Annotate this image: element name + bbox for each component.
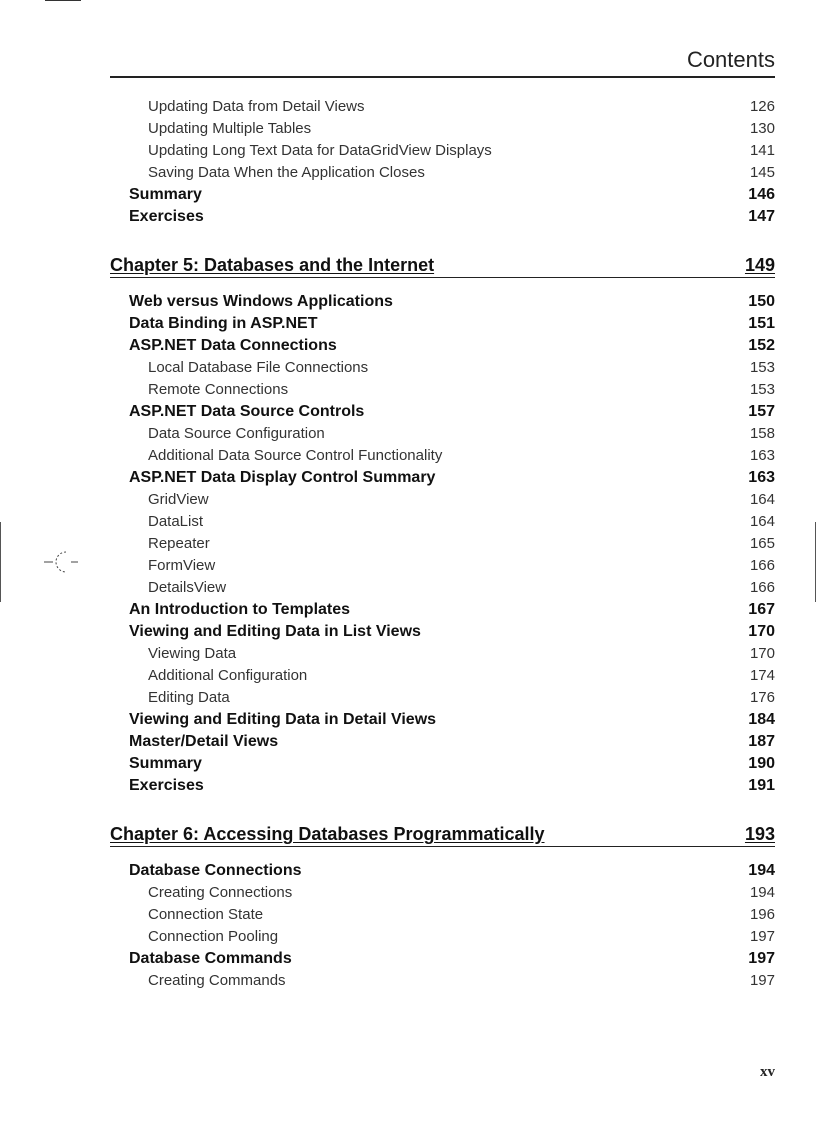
- toc-entry[interactable]: Saving Data When the Application Closes 145: [148, 164, 775, 181]
- toc-section[interactable]: Exercises 191: [129, 777, 775, 794]
- toc-section[interactable]: ASP.NET Data Connections 152: [129, 337, 775, 354]
- toc-entry[interactable]: Viewing Data 170: [148, 645, 775, 662]
- toc-entry[interactable]: Connection State 196: [148, 906, 775, 923]
- toc-section[interactable]: Web versus Windows Applications 150: [129, 293, 775, 310]
- margin-rule-left: [0, 522, 1, 602]
- crop-mark: [45, 0, 81, 1]
- toc-chapter-5[interactable]: Chapter 5: Databases and the Internet 149: [110, 253, 775, 278]
- toc-section[interactable]: Master/Detail Views 187: [129, 733, 775, 750]
- page-number: xv: [760, 1064, 775, 1080]
- toc-entry[interactable]: Data Source Configuration 158: [148, 425, 775, 442]
- registration-mark-icon: [44, 548, 84, 576]
- toc-entry[interactable]: Editing Data 176: [148, 689, 775, 706]
- toc-section[interactable]: ASP.NET Data Display Control Summary 163: [129, 469, 775, 486]
- toc-entry[interactable]: Additional Configuration 174: [148, 667, 775, 684]
- header-title: Contents: [686, 47, 775, 72]
- toc-entry[interactable]: Additional Data Source Control Functionality 163: [148, 447, 775, 464]
- toc-entry[interactable]: DataList 164: [148, 513, 775, 530]
- toc-section[interactable]: Database Commands 197: [129, 950, 775, 967]
- toc-entry[interactable]: Updating Multiple Tables 130: [148, 120, 775, 137]
- toc-entry[interactable]: Creating Connections 194: [148, 884, 775, 901]
- running-header: [110, 44, 775, 78]
- toc-entry[interactable]: Remote Connections 153: [148, 381, 775, 398]
- toc-section[interactable]: Summary 146: [129, 186, 775, 203]
- toc-entry[interactable]: Creating Commands 197: [148, 972, 775, 989]
- toc-entry[interactable]: FormView 166: [148, 557, 775, 574]
- toc-section[interactable]: ASP.NET Data Source Controls 157: [129, 403, 775, 420]
- toc-section[interactable]: Summary 190: [129, 755, 775, 772]
- toc-entry[interactable]: Updating Data from Detail Views 126: [148, 98, 775, 115]
- toc-chapter-6[interactable]: Chapter 6: Accessing Databases Programmatically 193: [110, 822, 775, 847]
- toc-entry[interactable]: Connection Pooling 197: [148, 928, 775, 945]
- toc-entry[interactable]: DetailsView 166: [148, 579, 775, 596]
- toc-section[interactable]: An Introduction to Templates 167: [129, 601, 775, 618]
- toc-entry[interactable]: Updating Long Text Data for DataGridView Displays 141: [148, 142, 775, 159]
- toc-entry[interactable]: Repeater 165: [148, 535, 775, 552]
- toc-section[interactable]: Exercises 147: [129, 208, 775, 225]
- toc-section[interactable]: Viewing and Editing Data in Detail Views 184: [129, 711, 775, 728]
- toc-entry[interactable]: Local Database File Connections 153: [148, 359, 775, 376]
- toc-entry[interactable]: GridView 164: [148, 491, 775, 508]
- toc-section[interactable]: Data Binding in ASP.NET 151: [129, 315, 775, 332]
- toc-section[interactable]: Viewing and Editing Data in List Views 170: [129, 623, 775, 640]
- table-of-contents: [110, 96, 775, 992]
- toc-section[interactable]: Database Connections 194: [129, 862, 775, 879]
